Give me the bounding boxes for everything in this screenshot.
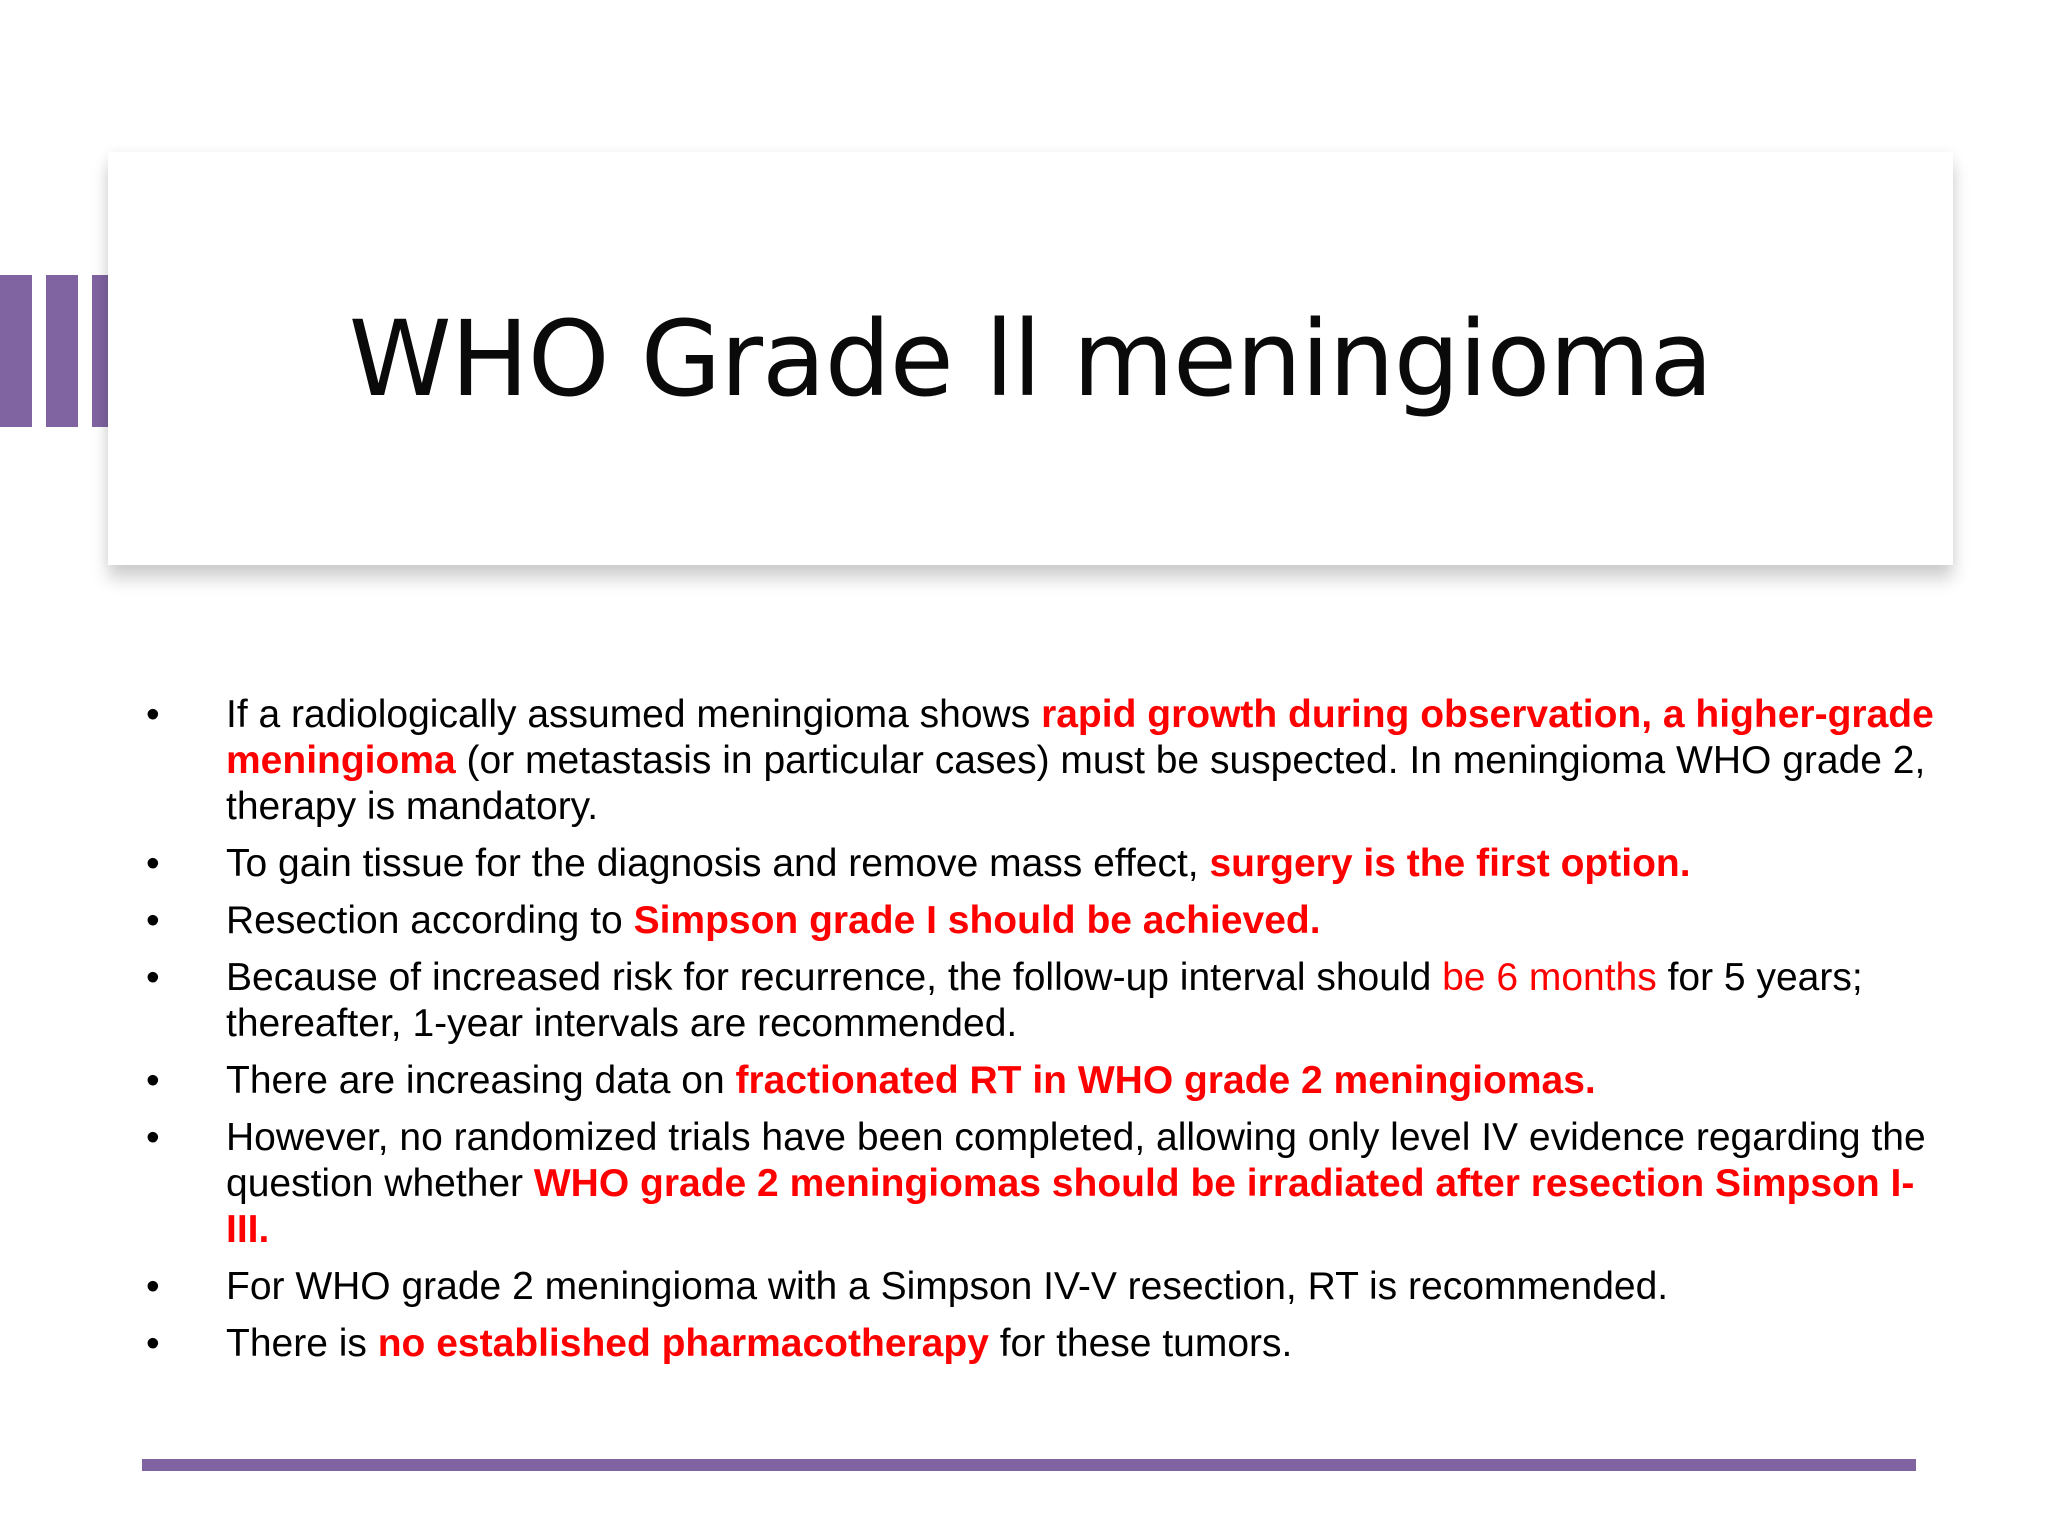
accent-bar-2 xyxy=(46,275,78,427)
bullet-item-1 xyxy=(146,692,1936,830)
bullet-item-6 xyxy=(146,1115,1936,1253)
bullet-item-4 xyxy=(146,955,1936,1047)
bullet-highlight: WHO grade 2 meningiomas should be irradiated after resection Simpson I-III. xyxy=(226,1162,1915,1251)
bullet-highlight: fractionated RT in WHO grade 2 meningiomas. xyxy=(735,1059,1596,1102)
bullet-marker: • xyxy=(146,842,160,885)
bottom-divider xyxy=(142,1459,1916,1471)
bullet-highlight: rapid growth during observation, a higher-grade meningioma xyxy=(226,693,1934,782)
bullet-highlight: Simpson grade I should be achieved. xyxy=(633,899,1321,942)
bullet-item-8 xyxy=(146,1321,1936,1367)
bullet-item-7 xyxy=(146,1264,1936,1310)
bullet-text: If a radiologically assumed meningioma shows xyxy=(226,693,1042,736)
bullet-item-2 xyxy=(146,841,1936,887)
bullet-text: Because of increased risk for recurrence, the follow-up interval should xyxy=(226,956,1443,999)
accent-bar-3 xyxy=(92,275,108,427)
bullet-list xyxy=(146,692,1936,1378)
bullet-marker: • xyxy=(146,693,160,736)
bullet-text: To gain tissue for the diagnosis and remove mass effect, xyxy=(226,842,1210,885)
bullet-marker: • xyxy=(146,1116,160,1159)
bullet-item-3 xyxy=(146,898,1936,944)
bullet-item-5 xyxy=(146,1058,1936,1104)
bullet-text: For WHO grade 2 meningioma with a Simpson IV-V resection, RT is recommended. xyxy=(226,1265,1669,1308)
bullet-text: There is xyxy=(226,1322,378,1365)
bullet-marker: • xyxy=(146,956,160,999)
bullet-text: However, no randomized trials have been completed, allowing only level IV evidence regarding the question whether xyxy=(226,1116,1926,1205)
bullet-text: Resection according to xyxy=(226,899,634,942)
bullet-highlight: no established pharmacotherapy xyxy=(377,1322,989,1365)
slide-title: WHO Grade ll meningioma xyxy=(348,297,1713,420)
bullet-text: There are increasing data on xyxy=(226,1059,736,1102)
bullet-highlight: be 6 months xyxy=(1442,956,1657,999)
bullet-marker: • xyxy=(146,1265,160,1308)
bullet-marker: • xyxy=(146,1059,160,1102)
bullet-highlight: surgery is the first option. xyxy=(1209,842,1691,885)
bullet-text: for 5 years; thereafter, 1-year intervals are recommended. xyxy=(226,956,1863,1045)
bullet-marker: • xyxy=(146,1322,160,1365)
bullet-text: for these tumors. xyxy=(988,1322,1293,1365)
bullet-text: (or metastasis in particular cases) must be suspected. In meningioma WHO grade 2, therapy is mandatory. xyxy=(226,739,1926,828)
accent-bar-1 xyxy=(0,275,32,427)
bullet-marker: • xyxy=(146,899,160,942)
